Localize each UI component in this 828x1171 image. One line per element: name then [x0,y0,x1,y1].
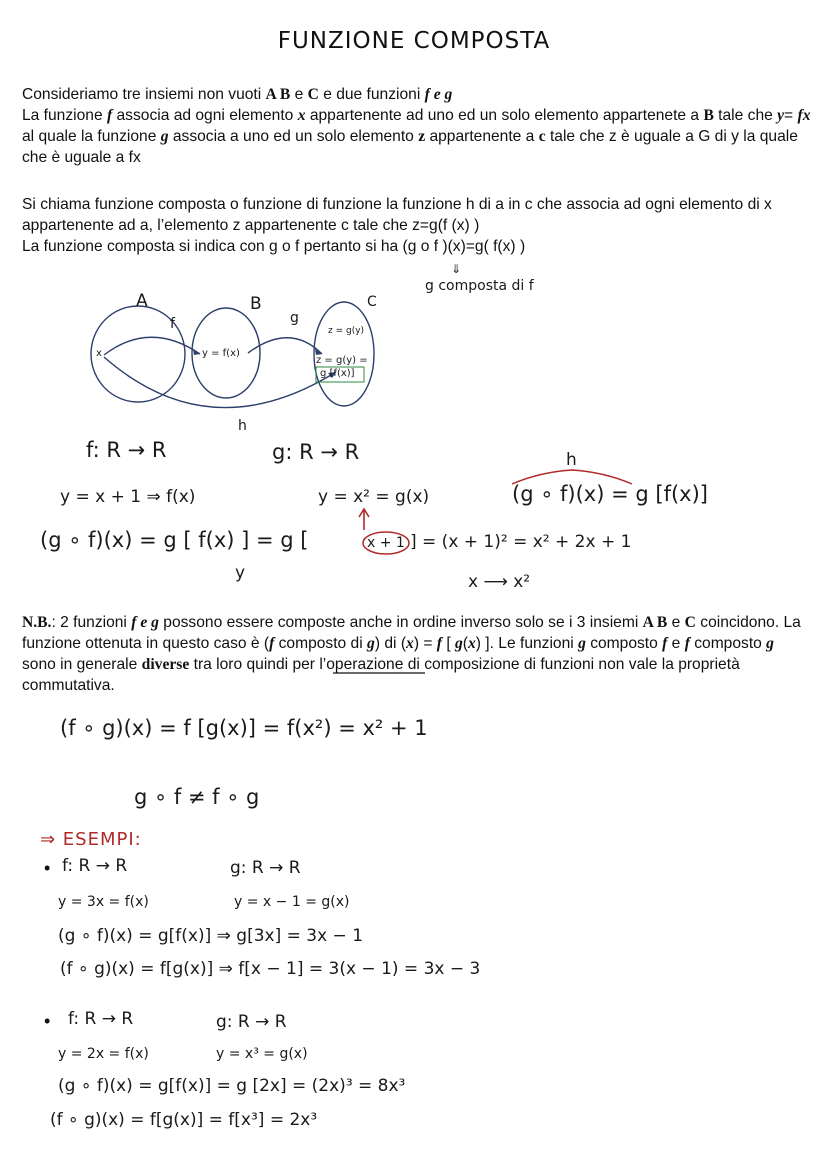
main-f-definition: f: R → R [86,438,167,462]
set-c-ellipse [314,302,374,406]
nb-paragraph: N.B.: 2 funzioni f e g possono essere composte anche in ordine inverso solo se i 3 insiemi A B e C coincidono. La funzione ottenuta in questo caso è (f composto di g) di (x) = f [ g(x) ]. Le funzioni g composto f e f composto g sono in generale diverse tra loro quindi per l’operazione di composizione di funzioni non vale la proprietà commutativa. [22,614,801,694]
main-h-label: h [566,450,577,470]
diverse-word: diverse [141,656,190,673]
main-mapping: x ⟶ x² [468,572,531,592]
example-1-bullet: • [44,858,51,878]
example-1-f-definition: f: R → R [62,856,128,876]
label-f: f [170,316,175,332]
label-g: g [290,310,299,326]
element-z-top: z = g(y) [328,326,365,336]
example-2-bullet: • [44,1011,51,1031]
label-set-a: A [136,291,148,311]
main-composite-lhs: (g ∘ f)(x) = g [ f(x) ] = g [ [40,528,309,552]
main-f-rule: y = x + 1 ⇒ f(x) [60,487,196,507]
down-arrow-icon: ⇓ [451,262,462,276]
examples-heading: ⇒ ESEMPI: [40,829,142,850]
composta-note: g composta di f [425,278,534,294]
example-2-f-rule: y = 2x = f(x) [58,1046,149,1062]
example-2-g-rule: y = x³ = g(x) [216,1046,308,1062]
example-1-g-of-f: (g ∘ f)(x) = g[f(x)] ⇒ g[3x] = 3x − 1 [58,926,364,946]
label-set-b: B [250,294,262,314]
example-2-g-definition: g: R → R [216,1012,287,1032]
element-y: y = f(x) [202,348,240,359]
arrow-h-path [104,357,336,408]
element-x: x [96,348,102,359]
inverse-formula: (f ∘ g)(x) = f [g(x)] = f(x²) = x² + 1 [60,716,428,740]
definition-line-1: Si chiama funzione composta o funzione di funzione la funzione h di a in c che associa ad ogni elemento di x appartenente ad a, l’elemento z appartenente c tale che z=g(f (x) ) [22,196,772,234]
label-set-c: C [367,294,377,310]
example-1-g-definition: g: R → R [230,858,301,878]
example-1-f-rule: y = 3x = f(x) [58,894,149,910]
intro-line-1: Consideriamo tre insiemi non vuoti A B e C e due funzioni f e g [22,86,453,103]
example-1-g-rule: y = x − 1 = g(x) [234,894,350,910]
main-composite-definition: (g ∘ f)(x) = g [f(x)] [512,482,708,506]
non-commutative-inequality: g ∘ f ≠ f ∘ g [134,785,260,809]
element-z-bot: g [f(x)] [320,368,355,379]
x1-arrow [359,509,369,530]
element-z-mid: z = g(y) = [316,355,368,366]
example-2-g-of-f: (g ∘ f)(x) = g[f(x)] = g [2x] = (2x)³ = 8x³ [58,1076,406,1096]
page-title: FUNZIONE COMPOSTA [277,28,551,54]
nb-label: N.B. [22,614,52,631]
main-composite-circled: x + 1 [367,535,405,551]
label-h: h [238,418,247,434]
arrow-f-head [193,349,200,355]
intro-line-2: La funzione f associa ad ogni elemento x appartenente ad uno ed un solo elemento appartenete a B tale che y= fx al quale la funzione g associa a uno ed un solo elemento z appartenente a c tale che z è uguale a G di y la quale che è uguale a fx [22,107,811,166]
example-2-f-of-g: (f ∘ g)(x) = f[g(x)] = f[x³] = 2x³ [50,1110,318,1130]
main-composite-rhs: ] = (x + 1)² = x² + 2x + 1 [410,532,632,552]
definition-line-2: La funzione composta si indica con g o f pertanto si ha (g o f )(x)=g( f(x) ) [22,238,526,255]
main-g-rule: y = x² = g(x) [318,487,430,507]
example-1-f-of-g: (f ∘ g)(x) = f[g(x)] ⇒ f[x − 1] = 3(x − 1) = 3x − 3 [60,959,481,979]
main-y-under: y [235,563,246,583]
main-g-definition: g: R → R [272,440,360,464]
example-2-f-definition: f: R → R [68,1009,134,1029]
